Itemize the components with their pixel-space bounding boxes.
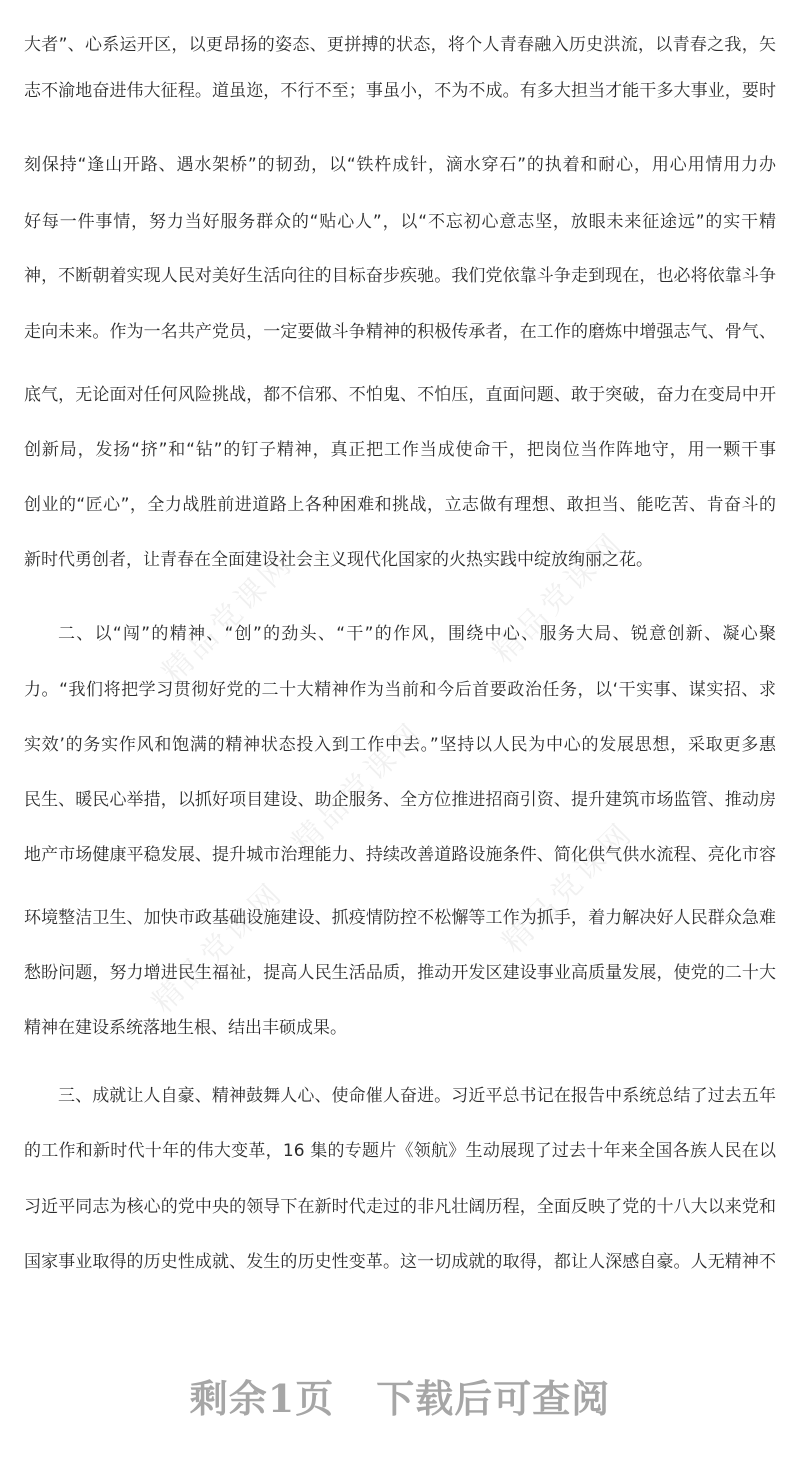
text-line: 创业的“匠心”，全力战胜前进道路上各种困难和挑战，立志做有理想、敢担当、能吃苦、肯奋斗的 — [24, 495, 776, 515]
text-line: 好每一件事情，努力当好服务群众的“贴心人”，以“不忘初心意志坚，放眼未来征途远”的实干精 — [24, 212, 776, 232]
watermark-text: 精品党课网 — [285, 715, 431, 861]
text-line: 愁盼问题，努力增进民生福祉，提高人民生活品质，推动开发区建设事业高质量发展，使党的二十大 — [24, 963, 776, 983]
watermark-text: 精品党课网 — [485, 525, 631, 671]
text-line: 地产市场健康平稳发展、提升城市治理能力、持续改善道路设施条件、简化供气供水流程、亮化市容 — [24, 845, 776, 865]
text-line: 走向未来。作为一名共产党员，一定要做斗争精神的积极传承者，在工作的磨炼中增强志气、骨气、 — [24, 322, 776, 342]
text-line: 民生、暖民心举措，以抓好项目建设、助企服务、全方位推进招商引资、提升建筑市场监管、推动房 — [24, 790, 776, 810]
paragraph-first-line: 三、成就让人自豪、精神鼓舞人心、使命催人奋进。习近平总书记在报告中系统总结了过去五年 — [58, 1086, 776, 1106]
text-line: 力。“我们将把学习贯彻好党的二十大精神作为当前和今后首要政治任务，以‘干实事、谋实招、求 — [24, 680, 776, 700]
watermark-text: 精品党课网 — [145, 875, 291, 1021]
preview-limit-banner[interactable] — [0, 1368, 800, 1423]
remaining-pages-label: 剩余1页 — [189, 1376, 335, 1421]
text-line: 底气，无论面对任何风险挑战，都不信邪、不怕鬼、不怕压，直面问题、敢于突破，奋力在变局中开 — [24, 385, 776, 405]
text-line: 国家事业取得的历史性成就、发生的历史性变革。这一切成就的取得，都让人深感自豪。人无精神不 — [24, 1252, 776, 1272]
text-line: 习近平同志为核心的党中央的领导下在新时代走过的非凡壮阔历程，全面反映了党的十八大以来党和 — [24, 1197, 776, 1217]
paragraph-first-line: 二、以“闯”的精神、“创”的劲头、“干”的作风，围绕中心、服务大局、锐意创新、凝心聚 — [58, 624, 776, 644]
text-line: 刻保持“逢山开路、遇水架桥”的韧劲，以“铁杵成针，滴水穿石”的执着和耐心，用心用情用力办 — [24, 155, 776, 175]
text-line: 创新局，发扬“挤”和“钻”的钉子精神，真正把工作当成使命干，把岗位当作阵地守，用一颗干事 — [24, 440, 776, 460]
text-line: 实效’的务实作风和饱满的精神状态投入到工作中去。”坚持以人民为中心的发展思想，采取更多惠 — [24, 735, 776, 755]
text-line: 精神在建设系统落地生根、结出丰硕成果。 — [24, 1018, 347, 1038]
text-line: 新时代勇创者，让青春在全面建设社会主义现代化国家的火热实践中绽放绚丽之花。 — [24, 550, 653, 570]
text-line: 志不渝地奋进伟大征程。道虽迩，不行不至；事虽小，不为不成。有多大担当才能干多大事业，要时 — [24, 81, 776, 101]
watermark-text: 精品党课网 — [495, 815, 641, 961]
text-line: 大者”、心系运开区，以更昂扬的姿态、更拼搏的状态，将个人青春融入历史洪流，以青春之我，矢 — [24, 35, 776, 55]
watermark-text: 精品党课网 — [155, 545, 301, 691]
download-prompt-label: 下载后可查阅 — [376, 1376, 611, 1421]
text-line: 的工作和新时代十年的伟大变革，16 集的专题片《领航》生动展现了过去十年来全国各族人民在以 — [24, 1141, 776, 1161]
text-line: 神，不断朝着实现人民对美好生活向往的目标奋步疾驰。我们党依靠斗争走到现在，也必将依靠斗争 — [24, 266, 776, 286]
text-line: 环境整洁卫生、加快市政基础设施建设、抓疫情防控不松懈等工作为抓手，着力解决好人民群众急难 — [24, 908, 776, 928]
